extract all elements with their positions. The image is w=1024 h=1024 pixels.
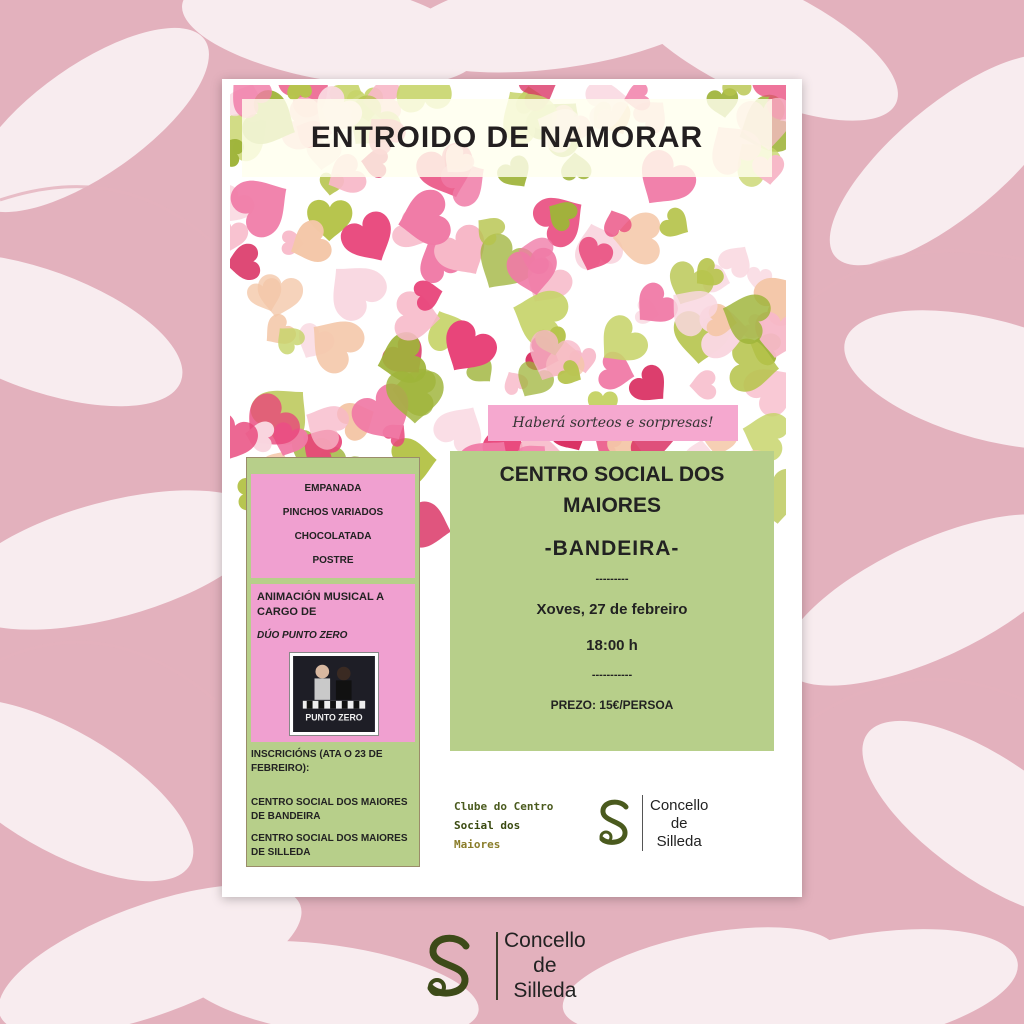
logo-divider [642,795,643,851]
council-name [650,797,708,851]
club-logo-line: Maiores [454,838,501,851]
event-date: Xoves, 27 de febreiro [536,601,688,618]
menu-item: CHOCOLATADA [294,531,372,542]
council-name-line: de [533,954,557,977]
event-time: 18:00 h [586,637,638,654]
council-name-line: de [670,815,688,832]
info-column [246,457,420,867]
heart-confetti [315,249,393,327]
council-name [504,928,586,1003]
council-logo-large [420,924,620,1004]
club-logo [454,797,574,854]
heart-confetti [657,205,697,245]
band-name: DÚO PUNTO ZERO [257,630,348,641]
menu-item: POSTRE [312,555,354,566]
registration-title: INSCRICIÓNS (ATA O 23 DE FEBREIRO): [251,749,383,774]
venue-panel [450,451,774,751]
logo-divider [496,932,498,1000]
council-name-line: Concello [650,797,709,814]
venue-name: CENTRO SOCIAL DOS MAIORES [499,463,725,517]
club-logo-line: Social dos [454,819,521,832]
event-price: PREZO: 15€/PERSOA [550,698,674,712]
band-poster-image [293,656,375,732]
menu-item: PINCHOS VARIADOS [282,507,384,518]
heart-confetti [689,370,717,401]
council-logo-small [594,791,754,855]
music-label: ANIMACIÓN MUSICAL A CARGO DE [257,591,384,618]
separator: --------- [595,573,629,585]
club-logo-line: Clube do Centro [454,800,554,813]
menu-list [251,474,415,578]
council-name-line: Silleda [656,833,702,850]
band-photo [289,652,379,736]
council-name-line: Silleda [513,979,577,1002]
registration-place: CENTRO SOCIAL DOS MAIORES DE SILLEDA [251,833,408,858]
council-name-line: Concello [504,929,586,952]
council-s-emblem-icon [594,797,636,849]
heart-confetti [253,272,305,321]
poster-title: ENTROIDO DE NAMORAR [242,99,772,177]
heart-confetti [230,243,261,283]
separator: ----------- [591,669,633,681]
council-s-emblem-icon [420,932,480,1002]
registration-place: CENTRO SOCIAL DOS MAIORES DE BANDEIRA [251,797,408,822]
band-poster-text: PUNTO ZERO [305,712,363,723]
menu-item: EMPANADA [304,483,362,494]
venue-place: -BANDEIRA- [544,537,680,560]
music-section [251,584,415,742]
event-poster [222,79,802,897]
raffle-note: Haberá sorteos e sorpresas! [488,405,738,441]
